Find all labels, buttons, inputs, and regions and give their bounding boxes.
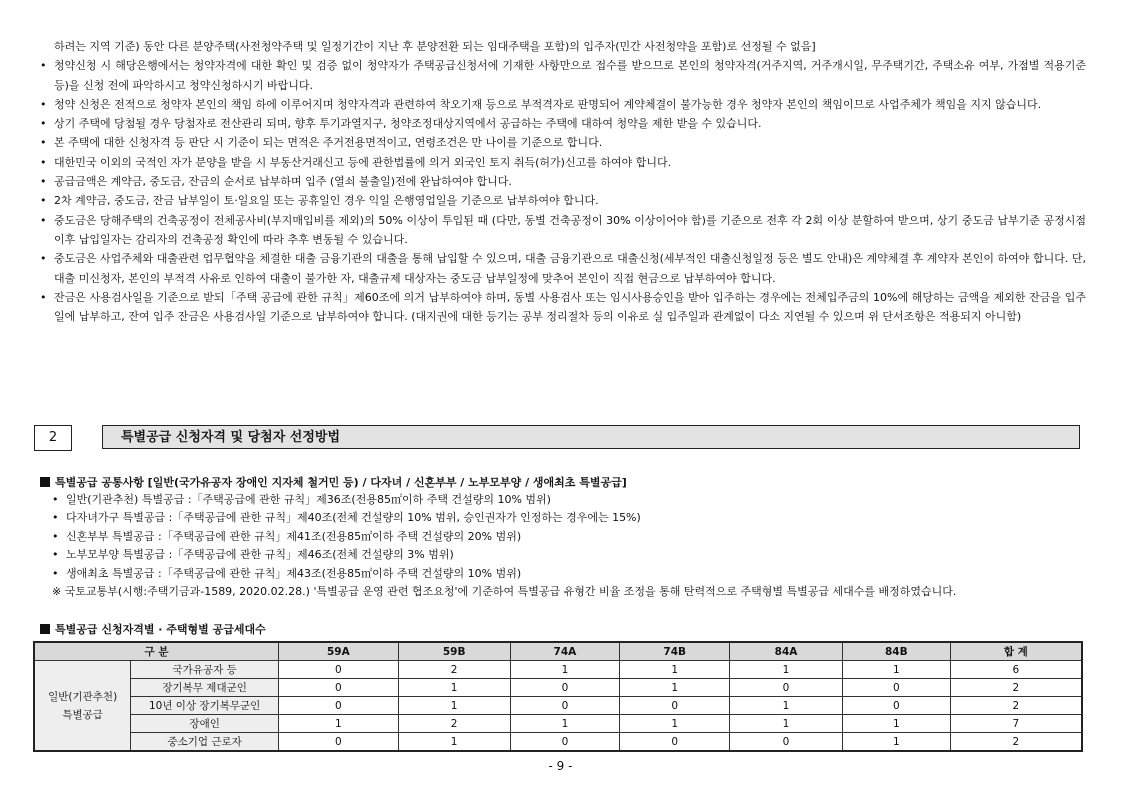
list-item-text: 중도금은 사업주체와 대출관련 업무협약을 체결한 대출 금융기관의 대출을 통해 납입할 수 있으며, 대출 금융기관으로 대출신청(세부적인 대출신청일정 등은 별도 안내)은 계약체결 후 계약자 본인이 하여야 합니다. 단, 대출 미신청자, 본인의 부적격 사유로 인하여 대출이 불가한 자, 대출규제 대상자는 중도금 납부일정에 맞추어 본인이 직접 현금으로 납부하여야 합니다. — [54, 252, 1086, 285]
group-label-cell — [34, 661, 131, 752]
bullet-icon: • — [52, 511, 59, 525]
list-item — [52, 491, 1092, 509]
list-item-text: 일반(기관추천) 특별공급 :「주택공급에 관한 규칙」제36조(전용85㎡이하 주택 건설량의 10% 범위) — [66, 493, 551, 506]
table-cell: 0 — [510, 679, 620, 697]
table-cell: 1 — [510, 661, 620, 679]
intro-bullet-list — [36, 37, 1086, 326]
section-title: 특별공급 신청자격 및 당첨자 선정방법 — [102, 425, 1080, 449]
table-cell: 1 — [620, 715, 730, 733]
bullet-icon: • — [40, 252, 47, 266]
list-item — [36, 56, 1086, 95]
table-cell: 1 — [398, 697, 510, 715]
list-item-text: 상기 주택에 당첨될 경우 당첨자로 전산관리 되며, 향후 투기과열지구, 청약조정대상지역에서 공급하는 주택에 대하여 청약을 제한 받을 수 있습니다. — [54, 117, 762, 131]
bullet-icon: • — [52, 529, 59, 543]
header-cell: 74B — [620, 642, 730, 661]
list-item-text: 공급금액은 계약금, 중도금, 잔금의 순서로 납부하며 입주 (열쇠 불출일)전에 완납하여야 합니다. — [54, 175, 512, 189]
common-heading-text: 특별공급 공통사항 [일반(국가유공자 장애인 지자체 철거민 등) / 다자녀 / 신혼부부 / 노부모부양 / 생애최초 특별공급] — [55, 476, 627, 489]
list-item — [36, 114, 1086, 133]
list-item-text: 2차 계약금, 중도금, 잔금 납부일이 토·일요일 또는 공휴일인 경우 익일 은행영업일을 기준으로 납부하여야 합니다. — [54, 194, 599, 208]
list-item-text: 청약 신청은 전적으로 청약자 본인의 책임 하에 이루어지며 청약자격과 관련하여 착오기재 등으로 부적격자로 판명되어 계약체결이 불가능한 경우 청약자 본인의 책임이므로 사업주체가 책임을 지지 않습니다. — [54, 97, 1042, 111]
table-cell: 2 — [398, 661, 510, 679]
list-item — [36, 191, 1086, 210]
list-item-text: 대한민국 이외의 국적인 자가 분양을 받을 시 부동산거래신고 등에 관한법률에 의거 외국인 토지 취득(허가)신고를 하여야 합니다. — [54, 155, 672, 169]
list-item — [52, 528, 1092, 546]
table-cell: 1 — [842, 715, 950, 733]
bullet-icon: • — [40, 117, 47, 131]
table-header-row — [34, 642, 1082, 661]
table-cell: 0 — [510, 697, 620, 715]
row-label-cell: 장애인 — [131, 715, 279, 733]
bullet-icon: • — [40, 155, 47, 169]
table-cell: 0 — [620, 733, 730, 752]
bullet-icon: • — [40, 59, 47, 73]
header-cell: 59A — [278, 642, 398, 661]
list-item-text: 본 주택에 대한 신청자격 등 판단 시 기준이 되는 면적은 주거전용면적이고, 연령조건은 만 나이를 기준으로 합니다. — [54, 136, 603, 150]
list-item — [36, 153, 1086, 172]
table-cell: 0 — [730, 733, 843, 752]
list-item — [36, 249, 1086, 288]
row-label-cell: 국가유공자 등 — [131, 661, 279, 679]
table-row — [34, 679, 1082, 697]
list-item — [52, 565, 1092, 583]
header-cell: 84A — [730, 642, 843, 661]
group-label-line: 일반(기관추천) — [48, 690, 118, 703]
bullet-icon: • — [40, 175, 47, 189]
table-cell: 1 — [398, 733, 510, 752]
table-cell: 2 — [398, 715, 510, 733]
note-text: ※ 국토교통부(시행:주택기금과-1589, 2020.02.28.) '특별공급 운영 관련 협조요청'에 기준하여 특별공급 유형간 비율 조정을 통해 탄력적으로 주택형별 특별공급 세대수를 배정하였습니다. — [52, 585, 957, 599]
list-item — [36, 288, 1086, 327]
table-cell: 1 — [398, 679, 510, 697]
intro-continuation: 하려는 지역 기준) 동안 다른 분양주택(사전청약주택 및 일정기간이 지난 후 분양전환 되는 임대주택을 포함)의 입주자(민간 사전청약을 포함)로 선정될 수 없음] — [54, 40, 816, 53]
header-cell: 59B — [398, 642, 510, 661]
row-label-cell: 10년 이상 장기복무군인 — [131, 697, 279, 715]
table-cell: 0 — [278, 679, 398, 697]
supply-table — [33, 641, 1083, 752]
section-number: 2 — [34, 425, 72, 451]
total-cell: 2 — [950, 733, 1082, 752]
bullet-icon: • — [40, 136, 47, 150]
header-cell: 74A — [510, 642, 620, 661]
list-item — [52, 509, 1092, 527]
table-cell: 0 — [842, 679, 950, 697]
square-bullet-icon — [40, 477, 50, 487]
table-cell: 1 — [278, 715, 398, 733]
total-cell: 7 — [950, 715, 1082, 733]
table-cell: 1 — [730, 715, 843, 733]
list-item — [52, 546, 1092, 564]
square-bullet-icon — [40, 624, 50, 634]
group-label-line: 특별공급 — [62, 708, 103, 721]
table-cell: 0 — [510, 733, 620, 752]
table-cell: 1 — [842, 661, 950, 679]
list-item-text: 다자녀가구 특별공급 :「주택공급에 관한 규칙」제40조(전체 건설량의 10% 범위, 승인권자가 인정하는 경우에는 15%) — [66, 511, 641, 525]
list-item — [36, 95, 1086, 114]
list-item-text: 청약신청 시 해당은행에서는 청약자격에 대한 확인 및 검증 없이 청약자가 주택공급신청서에 기재한 사항만으로 접수를 받으므로 본인의 청약자격(거주지역, 거주개시일, 무주택기간, 주택소유 여부, 가점별 적용기준 등)을 신청 전에 파악하시고 청약신청하시기 바랍니다. — [54, 59, 1086, 92]
bullet-icon: • — [40, 97, 47, 111]
common-item-list — [52, 491, 1092, 601]
list-item-text: 생애최초 특별공급 :「주택공급에 관한 규칙」제43조(전용85㎡이하 주택 건설량의 10% 범위) — [66, 566, 522, 580]
row-label-cell: 장기복무 제대군인 — [131, 679, 279, 697]
table-cell: 0 — [842, 697, 950, 715]
table-cell: 1 — [842, 733, 950, 752]
total-cell: 6 — [950, 661, 1082, 679]
list-item — [36, 211, 1086, 250]
list-item — [36, 172, 1086, 191]
list-item-text: 노부모부양 특별공급 :「주택공급에 관한 규칙」제46조(전체 건설량의 3% 범위) — [66, 548, 454, 562]
bullet-icon: • — [52, 493, 59, 506]
table-cell: 0 — [278, 697, 398, 715]
list-item-text: 중도금은 당해주택의 건축공정이 전체공사비(부지매입비를 제외)의 50% 이상이 투입된 때 (다만, 동별 건축공정이 30% 이상이어야 함)를 기준으로 전후 각 2회 이상 분할하여 받으며, 상기 중도금 납부기준 공정시점 이후 납입일자는 감리자의 건축공정 확인에 따라 추후 변동될 수 있습니다. — [54, 213, 1086, 246]
total-cell: 2 — [950, 697, 1082, 715]
list-item — [36, 133, 1086, 152]
table-row — [34, 733, 1082, 752]
header-cell: 합 계 — [950, 642, 1082, 661]
header-cell: 84B — [842, 642, 950, 661]
table-row — [34, 697, 1082, 715]
table-cell: 0 — [278, 661, 398, 679]
common-heading — [40, 474, 627, 490]
table-heading-text: 특별공급 신청자격별 · 주택형별 공급세대수 — [55, 623, 266, 636]
table-cell: 1 — [620, 679, 730, 697]
row-label-cell: 중소기업 근로자 — [131, 733, 279, 752]
table-cell: 1 — [510, 715, 620, 733]
table-cell: 1 — [730, 661, 843, 679]
header-cell: 구 분 — [34, 642, 278, 661]
total-cell: 2 — [950, 679, 1082, 697]
list-item-text: 신혼부부 특별공급 :「주택공급에 관한 규칙」제41조(전용85㎡이하 주택 건설량의 20% 범위) — [66, 529, 522, 543]
bullet-icon: • — [52, 548, 59, 562]
page-number: - 9 - — [548, 759, 573, 773]
bullet-icon: • — [40, 213, 47, 227]
bullet-icon: • — [52, 566, 59, 580]
table-row — [34, 715, 1082, 733]
section-header — [34, 425, 1083, 451]
bullet-icon: • — [40, 290, 47, 304]
list-item-text: 잔금은 사용검사일을 기준으로 받되「주택 공급에 관한 규칙」제60조에 의거 납부하여야 하며, 동별 사용검사 또는 임시사용승인을 받아 입주하는 경우에는 전체입주금의 10%에 해당하는 금액을 제외한 잔금을 입주일에 납부하고, 잔여 입주 잔금은 사용검사일 기준으로 납부하여야 합니다. (대지권에 대한 등기는 공부 정리절차 등의 이유로 실 입주일과 관계없이 다소 지연될 수 있으며 위 단서조항은 적용되지 아니함) — [54, 290, 1086, 324]
table-cell: 0 — [278, 733, 398, 752]
table-cell: 1 — [730, 697, 843, 715]
table-heading — [40, 621, 266, 637]
table-row — [34, 661, 1082, 679]
bullet-icon: • — [40, 194, 47, 208]
table-cell: 1 — [620, 661, 730, 679]
table-cell: 0 — [620, 697, 730, 715]
table-cell: 0 — [730, 679, 843, 697]
